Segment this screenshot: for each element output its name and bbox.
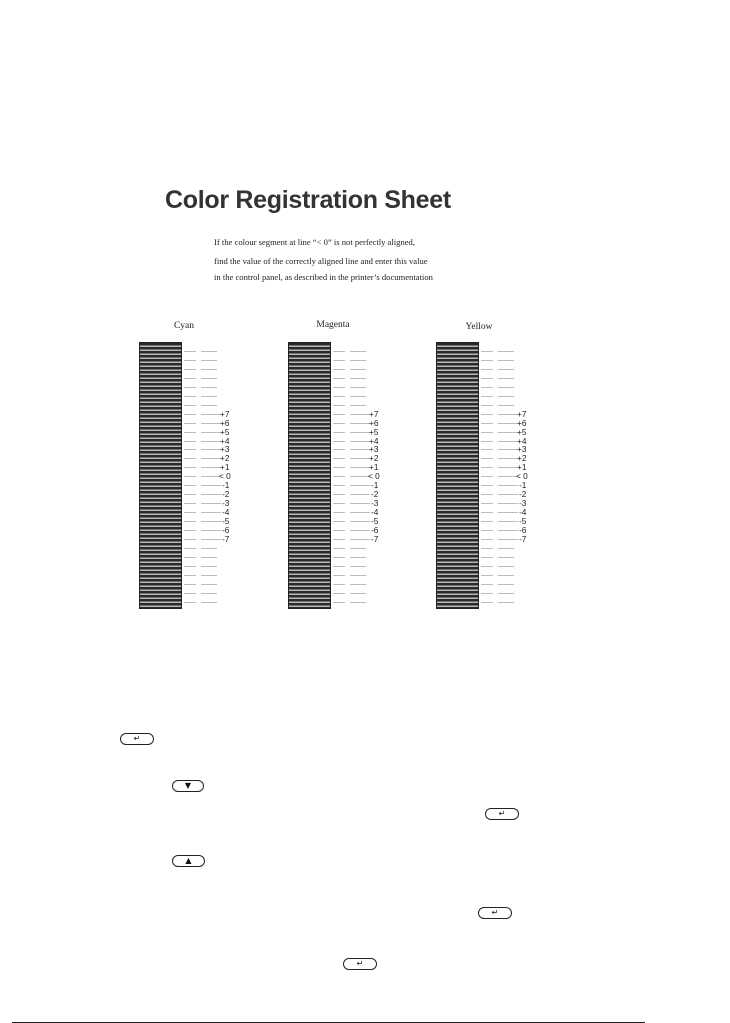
ruler-tick <box>184 503 196 504</box>
ruler-tick <box>498 432 518 433</box>
ruler-label: -6 <box>519 525 527 535</box>
ruler-tick <box>184 521 196 522</box>
ruler-label: < 0 <box>516 471 528 482</box>
instruction-line-2: find the value of the correctly aligned line and enter this value <box>214 256 428 266</box>
ruler-tick <box>184 449 196 450</box>
ruler-label: +1 <box>517 462 527 473</box>
ruler-tick <box>333 369 345 370</box>
ruler-tick <box>184 548 196 549</box>
ruler-tick <box>481 378 493 379</box>
ruler-tick <box>481 414 493 415</box>
ruler-label: -1 <box>222 480 230 491</box>
enter-key-button[interactable] <box>120 733 154 745</box>
ruler-tick <box>481 521 493 522</box>
ruler-tick <box>184 575 196 576</box>
ruler-tick <box>498 405 514 406</box>
ruler-tick <box>481 548 493 549</box>
ruler-tick <box>333 449 345 450</box>
ruler-tick <box>481 432 493 433</box>
ruler-tick <box>481 575 493 576</box>
ruler-tick <box>333 521 345 522</box>
ruler-label: -6 <box>222 525 230 535</box>
ruler-label: -5 <box>371 516 379 527</box>
ruler-label: +5 <box>220 426 230 437</box>
ruler-tick <box>184 396 196 397</box>
ruler-label: -5 <box>222 516 230 527</box>
ruler-tick <box>184 584 196 585</box>
ruler-tick <box>498 530 518 531</box>
ruler-tick <box>498 494 518 495</box>
ruler-label: +7 <box>369 408 379 419</box>
down-triangle-icon: ▼ <box>184 781 192 790</box>
ruler-tick <box>481 539 493 540</box>
ruler-tick <box>333 396 345 397</box>
ruler-tick <box>350 360 366 361</box>
ruler-tick <box>498 423 518 424</box>
ruler-tick <box>350 351 366 352</box>
ruler-tick <box>184 441 196 442</box>
ruler-tick <box>184 423 196 424</box>
ruler-tick <box>498 351 514 352</box>
ruler-label: -7 <box>222 533 230 544</box>
ruler-label: -2 <box>222 489 230 500</box>
yellow-test-block <box>436 342 479 609</box>
ruler-tick <box>350 548 366 549</box>
ruler-tick <box>184 539 196 540</box>
ruler-tick <box>350 396 366 397</box>
ruler-label: -6 <box>371 525 379 535</box>
ruler-label: +2 <box>220 453 230 464</box>
ruler-tick <box>333 575 345 576</box>
ruler-tick <box>201 396 217 397</box>
ruler-tick <box>498 575 514 576</box>
ruler-tick <box>350 575 366 576</box>
ruler-tick <box>201 441 221 442</box>
ruler-tick <box>184 476 196 477</box>
ruler-tick <box>498 548 514 549</box>
ruler-tick <box>481 602 493 603</box>
ruler-tick <box>201 405 217 406</box>
ruler-tick <box>350 539 370 540</box>
ruler-tick <box>350 441 370 442</box>
ruler-label: +5 <box>517 426 527 437</box>
enter-key-button[interactable] <box>478 907 512 919</box>
down-key-button[interactable] <box>172 780 204 792</box>
ruler-tick <box>481 423 493 424</box>
ruler-tick <box>481 584 493 585</box>
ruler-label: +5 <box>369 426 379 437</box>
ruler-tick <box>498 378 514 379</box>
ruler-tick <box>333 593 345 594</box>
ruler-tick <box>333 441 345 442</box>
ruler-label: -1 <box>519 480 527 491</box>
ruler-tick <box>350 467 370 468</box>
yellow-alignment-ruler <box>481 0 551 1023</box>
ruler-tick <box>481 485 493 486</box>
ruler-tick <box>498 503 518 504</box>
ruler-tick <box>350 584 366 585</box>
ruler-tick <box>201 521 221 522</box>
ruler-tick <box>201 530 221 531</box>
ruler-tick <box>201 423 221 424</box>
ruler-label: +4 <box>220 435 230 446</box>
ruler-tick <box>201 467 221 468</box>
ruler-tick <box>481 593 493 594</box>
ruler-tick <box>333 548 345 549</box>
cyan-test-block <box>139 342 182 609</box>
ruler-tick <box>184 369 196 370</box>
ruler-tick <box>184 414 196 415</box>
ruler-label: -3 <box>519 498 527 509</box>
ruler-tick <box>481 530 493 531</box>
ruler-tick <box>184 458 196 459</box>
ruler-tick <box>498 449 518 450</box>
ruler-tick <box>184 432 196 433</box>
instruction-line-3: in the control panel, as described in the printer’s documentation <box>214 272 433 282</box>
ruler-tick <box>481 441 493 442</box>
ruler-tick <box>333 602 345 603</box>
ruler-tick <box>350 387 366 388</box>
ruler-tick <box>333 530 345 531</box>
ruler-tick <box>350 521 370 522</box>
ruler-tick <box>481 557 493 558</box>
ruler-label: +7 <box>220 408 230 419</box>
ruler-label: +3 <box>369 444 379 455</box>
ruler-tick <box>498 360 514 361</box>
ruler-tick <box>201 432 221 433</box>
ruler-label: -7 <box>371 533 379 544</box>
ruler-tick <box>201 378 217 379</box>
ruler-label: -4 <box>519 507 527 518</box>
ruler-tick <box>333 378 345 379</box>
ruler-tick <box>201 494 221 495</box>
ruler-tick <box>481 369 493 370</box>
ruler-tick <box>498 557 514 558</box>
ruler-tick <box>201 602 217 603</box>
ruler-tick <box>498 602 514 603</box>
ruler-tick <box>481 503 493 504</box>
ruler-label: -2 <box>519 489 527 500</box>
ruler-tick <box>333 485 345 486</box>
ruler-tick <box>184 485 196 486</box>
ruler-tick <box>333 584 345 585</box>
magenta-test-block <box>288 342 331 609</box>
ruler-tick <box>481 449 493 450</box>
ruler-tick <box>201 575 217 576</box>
ruler-tick <box>201 369 217 370</box>
enter-arrow-icon: ↵ <box>498 809 506 818</box>
ruler-tick <box>201 557 217 558</box>
ruler-label: +6 <box>517 417 527 428</box>
ruler-tick <box>201 458 221 459</box>
ruler-tick <box>498 485 518 486</box>
ruler-label: -4 <box>371 507 379 518</box>
ruler-tick <box>498 458 518 459</box>
ruler-tick <box>481 458 493 459</box>
ruler-tick <box>201 449 221 450</box>
ruler-tick <box>184 351 196 352</box>
ruler-label: < 0 <box>368 471 380 482</box>
ruler-tick <box>184 602 196 603</box>
ruler-tick <box>333 458 345 459</box>
ruler-tick <box>498 441 518 442</box>
ruler-tick <box>350 432 370 433</box>
ruler-tick <box>201 512 221 513</box>
ruler-label: +3 <box>220 444 230 455</box>
ruler-label: -1 <box>371 480 379 491</box>
ruler-tick <box>350 485 370 486</box>
ruler-tick <box>481 512 493 513</box>
cyan-alignment-ruler <box>184 0 254 1023</box>
ruler-tick <box>201 593 217 594</box>
ruler-tick <box>350 512 370 513</box>
ruler-tick <box>350 423 370 424</box>
ruler-tick <box>184 530 196 531</box>
ruler-tick <box>481 396 493 397</box>
ruler-tick <box>201 387 217 388</box>
enter-arrow-icon: ↵ <box>356 959 364 968</box>
ruler-tick <box>481 467 493 468</box>
ruler-tick <box>498 387 514 388</box>
ruler-tick <box>481 566 493 567</box>
ruler-tick <box>184 512 196 513</box>
ruler-tick <box>333 539 345 540</box>
ruler-tick <box>201 503 221 504</box>
ruler-label: -3 <box>222 498 230 509</box>
ruler-label: -5 <box>519 516 527 527</box>
column-label-yellow: Yellow <box>465 322 493 332</box>
ruler-label: +4 <box>517 435 527 446</box>
ruler-tick <box>350 378 366 379</box>
enter-arrow-icon: ↵ <box>491 908 499 917</box>
ruler-tick <box>333 405 345 406</box>
ruler-tick <box>184 360 196 361</box>
ruler-tick <box>498 593 514 594</box>
ruler-tick <box>184 593 196 594</box>
ruler-tick <box>350 557 366 558</box>
ruler-tick <box>184 378 196 379</box>
column-label-cyan: Cyan <box>173 321 195 331</box>
ruler-label: < 0 <box>219 471 231 482</box>
ruler-tick <box>333 414 345 415</box>
ruler-label: +4 <box>369 435 379 446</box>
ruler-tick <box>498 414 518 415</box>
ruler-tick <box>201 360 217 361</box>
ruler-label: -4 <box>222 507 230 518</box>
ruler-label: +2 <box>369 453 379 464</box>
ruler-tick <box>350 414 370 415</box>
ruler-tick <box>498 512 518 513</box>
ruler-tick <box>350 369 366 370</box>
enter-key-button[interactable] <box>485 808 519 820</box>
ruler-tick <box>481 387 493 388</box>
ruler-label: -2 <box>371 489 379 500</box>
magenta-alignment-ruler <box>333 0 403 1023</box>
ruler-tick <box>333 566 345 567</box>
ruler-tick <box>333 387 345 388</box>
ruler-tick <box>350 449 370 450</box>
ruler-tick <box>333 351 345 352</box>
ruler-tick <box>350 476 370 477</box>
ruler-tick <box>333 512 345 513</box>
ruler-label: +1 <box>220 462 230 473</box>
ruler-tick <box>481 360 493 361</box>
ruler-tick <box>498 539 518 540</box>
ruler-tick <box>201 539 221 540</box>
ruler-tick <box>184 467 196 468</box>
ruler-label: -3 <box>371 498 379 509</box>
up-triangle-icon: ▲ <box>185 856 192 865</box>
ruler-label: +6 <box>369 417 379 428</box>
ruler-tick <box>498 476 518 477</box>
ruler-tick <box>201 351 217 352</box>
enter-key-button[interactable] <box>343 958 377 970</box>
ruler-tick <box>498 584 514 585</box>
ruler-tick <box>333 476 345 477</box>
ruler-tick <box>498 521 518 522</box>
ruler-tick <box>201 414 221 415</box>
ruler-tick <box>498 467 518 468</box>
ruler-tick <box>350 503 370 504</box>
ruler-tick <box>333 360 345 361</box>
ruler-tick <box>184 405 196 406</box>
ruler-label: +7 <box>517 408 527 419</box>
ruler-tick <box>201 485 221 486</box>
ruler-tick <box>184 494 196 495</box>
ruler-tick <box>481 494 493 495</box>
ruler-tick <box>201 548 217 549</box>
ruler-tick <box>333 494 345 495</box>
column-label-magenta: Magenta <box>316 320 350 330</box>
ruler-tick <box>201 566 217 567</box>
ruler-tick <box>350 566 366 567</box>
sheet-title: Color Registration Sheet <box>165 186 451 214</box>
enter-arrow-icon: ↵ <box>133 734 141 743</box>
ruler-tick <box>498 396 514 397</box>
ruler-tick <box>184 566 196 567</box>
ruler-tick <box>481 405 493 406</box>
ruler-tick <box>184 557 196 558</box>
ruler-label: +6 <box>220 417 230 428</box>
ruler-tick <box>350 530 370 531</box>
ruler-label: -7 <box>519 533 527 544</box>
ruler-tick <box>333 467 345 468</box>
ruler-tick <box>498 369 514 370</box>
ruler-label: +3 <box>517 444 527 455</box>
ruler-tick <box>201 584 217 585</box>
ruler-tick <box>350 593 366 594</box>
ruler-label: +2 <box>517 453 527 464</box>
ruler-tick <box>498 566 514 567</box>
ruler-label: +1 <box>369 462 379 473</box>
ruler-tick <box>333 557 345 558</box>
ruler-tick <box>350 458 370 459</box>
ruler-tick <box>333 432 345 433</box>
ruler-tick <box>201 476 221 477</box>
ruler-tick <box>481 476 493 477</box>
ruler-tick <box>350 602 366 603</box>
ruler-tick <box>333 503 345 504</box>
up-key-button[interactable] <box>172 855 205 867</box>
instruction-line-1: If the colour segment at line “< 0” is not perfectly aligned, <box>214 237 416 247</box>
ruler-tick <box>350 405 366 406</box>
ruler-tick <box>481 351 493 352</box>
ruler-tick <box>184 387 196 388</box>
ruler-tick <box>350 494 370 495</box>
ruler-tick <box>333 423 345 424</box>
